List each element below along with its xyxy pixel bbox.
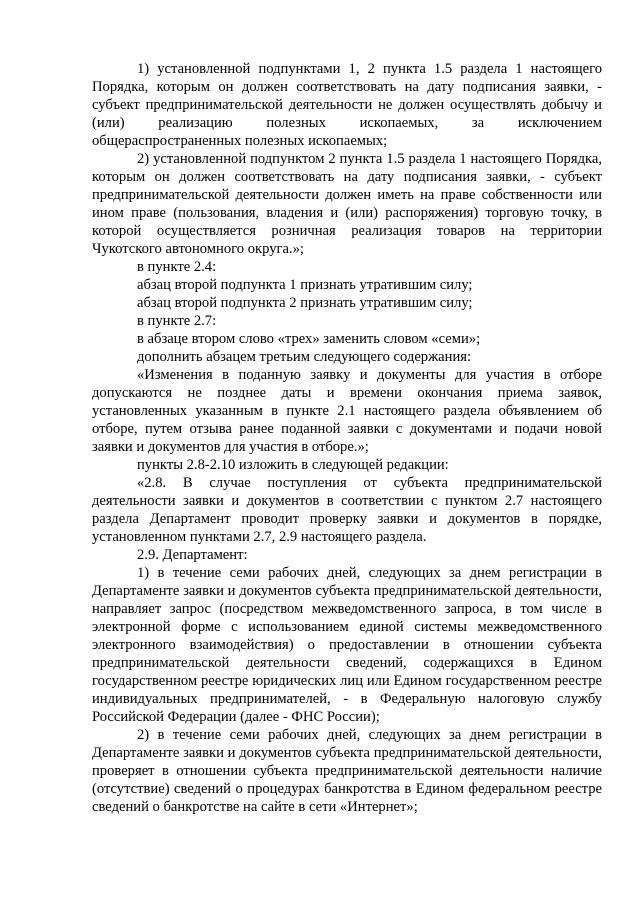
- paragraph-abzac-1: абзац второй подпункта 1 признать утратившим силу;: [137, 277, 473, 293]
- document-page: [92, 60, 602, 816]
- paragraph-changes-quote: «Изменения в поданную заявку и документы для участия в отборе допускаются не позднее даты и времени окончания приема заявок, установленных указанным в пункте 2.1 настоящего раздела объявлением об отборе, путем отзыва ранее поданной заявки с документами и подачи новой заявки и документов для участия в отборе.»;: [92, 367, 602, 455]
- paragraph-item-2: 2) установленной подпунктом 2 пункта 1.5 раздела 1 настоящего Порядка, которым он должен соответствовать на дату подписания заявки, - субъект предпринимательской деятельности должен иметь на праве собственности или ином праве (пользования, владения и (или) распоряжения) торговую точку, в которой осуществляется розничная реализация товаров на территории Чукотского автономного округа.»;: [92, 151, 602, 257]
- paragraph-word-replace: в абзаце втором слово «трех» заменить словом «семи»;: [137, 331, 481, 347]
- paragraph-item-1: 1) установленной подпунктами 1, 2 пункта 1.5 раздела 1 настоящего Порядка, которым он должен соответствовать на дату подписания заявки, - субъект предпринимательской деятельности не должен осуществлять добычу и (или) реализацию полезных ископаемых, за исключением общераспространенных полезных ископаемых;: [92, 61, 602, 149]
- paragraph-2-9-item-1: 1) в течение семи рабочих дней, следующих за днем регистрации в Департаменте заявки и документов субъекта предпринимательской деятельности, направляет запрос (посредством межведомственного запроса, в том числе в электронной форме с использованием единой системы межведомственного электронного взаимодействия) о предоставлении в отношении субъекта предпринимательской деятельности сведений, содержащихся в Едином государственном реестре юридических лиц или Едином государственном реестре индивидуальных предпринимателей, - в Федеральную налоговую службу Российской Федерации (далее - ФНС России);: [92, 565, 602, 725]
- paragraph-points-2-8-2-10: пункты 2.8-2.10 изложить в следующей редакции:: [137, 457, 449, 473]
- paragraph-2-8: «2.8. В случае поступления от субъекта предпринимательской деятельности заявки и документов в соответствии с пунктом 2.7 настоящего раздела Департамент проводит проверку заявки и документов в порядке, установленном пунктами 2.7, 2.9 настоящего раздела.: [92, 475, 602, 545]
- paragraph-add-abzac: дополнить абзацем третьим следующего содержания:: [137, 349, 472, 365]
- paragraph-2-9-heading: 2.9. Департамент:: [137, 547, 248, 563]
- paragraph-point-2-7: в пункте 2.7:: [137, 313, 217, 329]
- paragraph-2-9-item-2: 2) в течение семи рабочих дней, следующих за днем регистрации в Департаменте заявки и документов субъекта предпринимательской деятельности, проверяет в отношении субъекта предпринимательской деятельности наличие (отсутствие) сведений о процедурах банкротства в Едином федеральном реестре сведений о банкротстве на сайте в сети «Интернет»;: [92, 727, 602, 815]
- paragraph-abzac-2: абзац второй подпункта 2 признать утратившим силу;: [137, 295, 473, 311]
- paragraph-point-2-4: в пункте 2.4:: [137, 259, 217, 275]
